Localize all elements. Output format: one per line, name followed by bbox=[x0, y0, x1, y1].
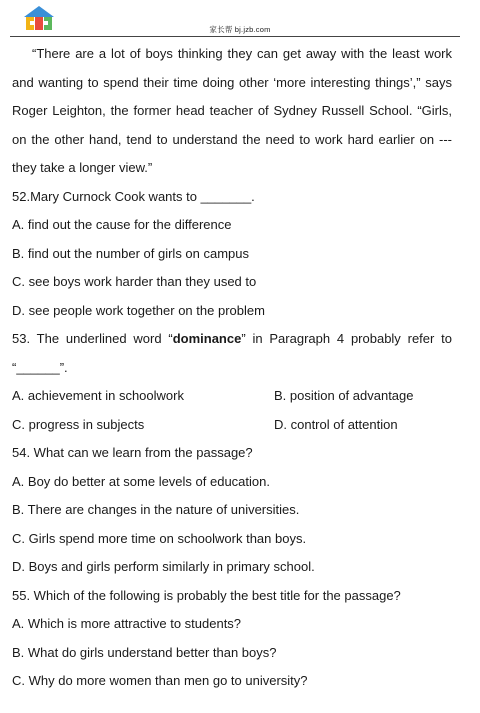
q54-option-c: C. Girls spend more time on schoolwork than boys. bbox=[12, 530, 307, 546]
q54-option-d: D. Boys and girls perform similarly in primary school. bbox=[12, 559, 315, 574]
document-body bbox=[12, 40, 452, 696]
q53-stem-line2: “______”. bbox=[12, 359, 68, 375]
q55-stem: 55. Which of the following is probably the best title for the passage? bbox=[12, 587, 401, 603]
q52-option-b: B. find out the number of girls on campus bbox=[12, 245, 250, 261]
q53-stem-after: ” in Paragraph 4 probably refer to bbox=[241, 331, 452, 346]
q55-option-c: C. Why do more women than men go to university? bbox=[12, 673, 308, 688]
q53-option-b: B. position of advantage bbox=[274, 388, 414, 403]
site-name: 家长帮 bj.jzb.com bbox=[209, 25, 271, 34]
header-divider bbox=[10, 36, 460, 37]
q53-option-a: A. achievement in schoolwork bbox=[12, 388, 184, 403]
q53-option-d: D. control of attention bbox=[274, 416, 398, 432]
q55-option-a: A. Which is more attractive to students? bbox=[12, 616, 242, 631]
page-header bbox=[0, 0, 480, 40]
passage-paragraph: “There are a lot of boys thinking they can get away with the least work and wanting to spend their time doing other ‘more interesting things’,” says Roger Leighton, the former head teacher of Sydney Russell School. “Girls, on the other hand, tend to understand the need to work hard earlier on --- they take a longer view.” bbox=[12, 46, 452, 175]
q53-underlined-word: dominance bbox=[172, 331, 242, 346]
q53-option-c: C. progress in subjects bbox=[12, 416, 145, 432]
q53-options-row1 bbox=[12, 382, 452, 411]
q52-option-c: C. see boys work harder than they used to bbox=[12, 274, 257, 289]
q54-option-b: B. There are changes in the nature of universities. bbox=[12, 502, 300, 517]
q52-option-a: A. find out the cause for the difference bbox=[12, 217, 232, 232]
q53-stem-before: 53. The underlined word “ bbox=[12, 331, 173, 346]
q54-option-a: A. Boy do better at some levels of education. bbox=[12, 473, 270, 489]
q52-option-d: D. see people work together on the problem bbox=[12, 302, 265, 318]
q53-stem bbox=[12, 325, 452, 354]
q54-stem: 54. What can we learn from the passage? bbox=[12, 445, 253, 460]
q52-stem: 52.Mary Curnock Cook wants to _______. bbox=[12, 188, 255, 204]
q53-options-row2 bbox=[12, 411, 452, 440]
q55-option-b: B. What do girls understand better than boys? bbox=[12, 644, 277, 660]
